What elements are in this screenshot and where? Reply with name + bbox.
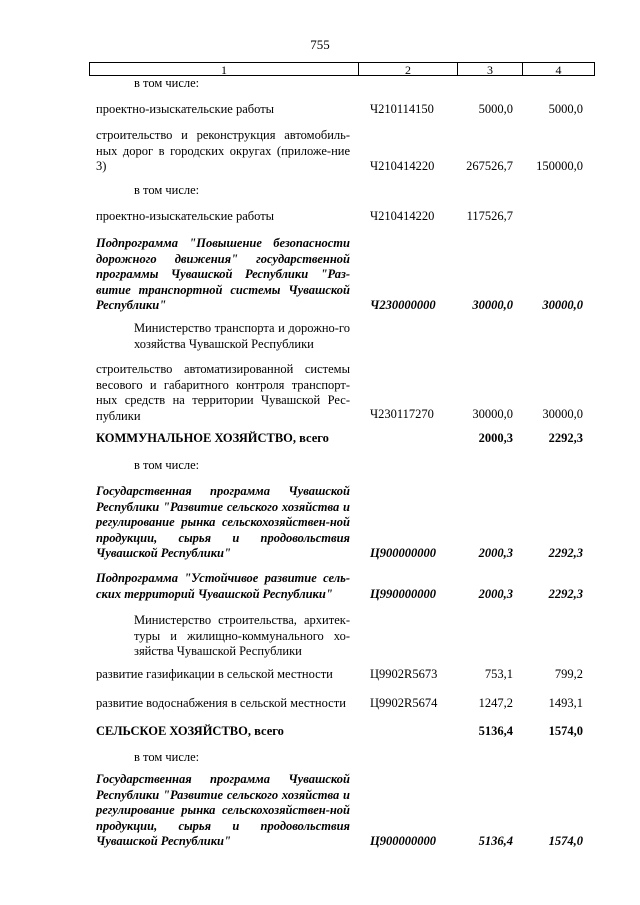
row-name: КОММУНАЛЬНОЕ ХОЗЯЙСТВО, всего (96, 431, 329, 445)
row-value-2020: 1493,1 (548, 696, 583, 710)
row-value-2020: 5000,0 (548, 102, 583, 116)
row-code: Ч230000000 (370, 298, 436, 312)
row-name: Министерство строительства, архитек-туры и жилищно-коммунального хо-зяйства Чувашской Республики (134, 613, 350, 658)
row-code: Ч230117270 (370, 407, 434, 421)
column-header-4: 4 (555, 63, 562, 77)
row-value-2019: 2000,3 (478, 546, 513, 560)
row-name: в том числе: (134, 458, 200, 472)
row-value-2019: 5000,0 (478, 102, 513, 116)
row-value-2020: 30000,0 (542, 298, 583, 312)
row-code: Ц9902R5673 (370, 667, 438, 681)
row-name: развитие водоснабжения в сельской местности (96, 696, 346, 710)
row-name: в том числе: (134, 183, 200, 197)
row-value-2019: 30000,0 (472, 407, 513, 421)
row-code: Ц9902R5674 (370, 696, 438, 710)
row-name: Министерство транспорта и дорожно-го хозяйства Чувашской Республики (134, 321, 350, 351)
row-value-2019: 5136,4 (478, 834, 513, 848)
row-name: СЕЛЬСКОЕ ХОЗЯЙСТВО, всего (96, 724, 284, 738)
row-name: Подпрограмма "Устойчивое развитие сель-ских территорий Чувашской Республики" (96, 571, 350, 601)
row-value-2020: 1574,0 (548, 834, 583, 848)
row-value-2019: 117526,7 (466, 209, 513, 223)
row-code: Ц990000000 (370, 587, 436, 601)
row-name: строительство автоматизированной системы весового и габаритного контроля транспорт-ных средств на территории Чувашской Рес-публики (96, 362, 350, 423)
column-header-2: 2 (359, 63, 458, 75)
row-code: Ч210414220 (370, 159, 435, 173)
row-value-2019: 2000,3 (478, 431, 513, 445)
row-value-2020: 30000,0 (542, 407, 583, 421)
row-value-2019: 5136,4 (478, 724, 513, 738)
row-name: Государственная программа Чувашской Республики "Развитие сельского хозяйства и регулирование рынка сельскохозяйствен-ной продукции, сырья и продовольствия Чувашской Республики" (96, 484, 350, 560)
page-number: 755 (310, 37, 330, 52)
row-code: Ч210414220 (370, 209, 435, 223)
row-name: строительство и реконструкция автомобиль-ных дорог в городских округах (приложе-ние 3) (96, 128, 350, 173)
row-name: Подпрограмма "Повышение безопасности дорожного движения" государственной программы Чувашской Республики "Раз-витие транспортной системы Чувашской Республики" (96, 236, 350, 312)
row-value-2019: 2000,3 (478, 587, 513, 601)
row-name: развитие газификации в сельской местности (96, 667, 333, 681)
row-name: проектно-изыскательские работы (96, 102, 275, 116)
row-value-2019: 267526,7 (466, 159, 513, 173)
column-header-1: 1 (90, 63, 359, 75)
row-code: Ч210114150 (370, 102, 434, 116)
row-value-2019: 1247,2 (478, 696, 513, 710)
row-value-2019: 30000,0 (472, 298, 513, 312)
table-header (89, 62, 595, 76)
row-code: Ц900000000 (370, 834, 436, 848)
row-code: Ц900000000 (370, 546, 436, 560)
row-value-2020: 150000,0 (536, 159, 583, 173)
row-name: в том числе: (134, 750, 200, 764)
row-value-2020: 799,2 (554, 667, 583, 681)
row-value-2020: 2292,3 (548, 587, 583, 601)
column-header-3: 3 (458, 63, 523, 75)
row-value-2020: 1574,0 (548, 724, 583, 738)
row-name: проектно-изыскательские работы (96, 209, 275, 223)
row-value-2020: 2292,3 (548, 431, 583, 445)
row-name: в том числе: (134, 76, 200, 90)
row-value-2019: 753,1 (484, 667, 513, 681)
row-value-2020: 2292,3 (548, 546, 583, 560)
row-name: Государственная программа Чувашской Республики "Развитие сельского хозяйства и регулирование рынка сельскохозяйствен-ной продукции, сырья и продовольствия Чувашской Республики" (96, 772, 350, 848)
